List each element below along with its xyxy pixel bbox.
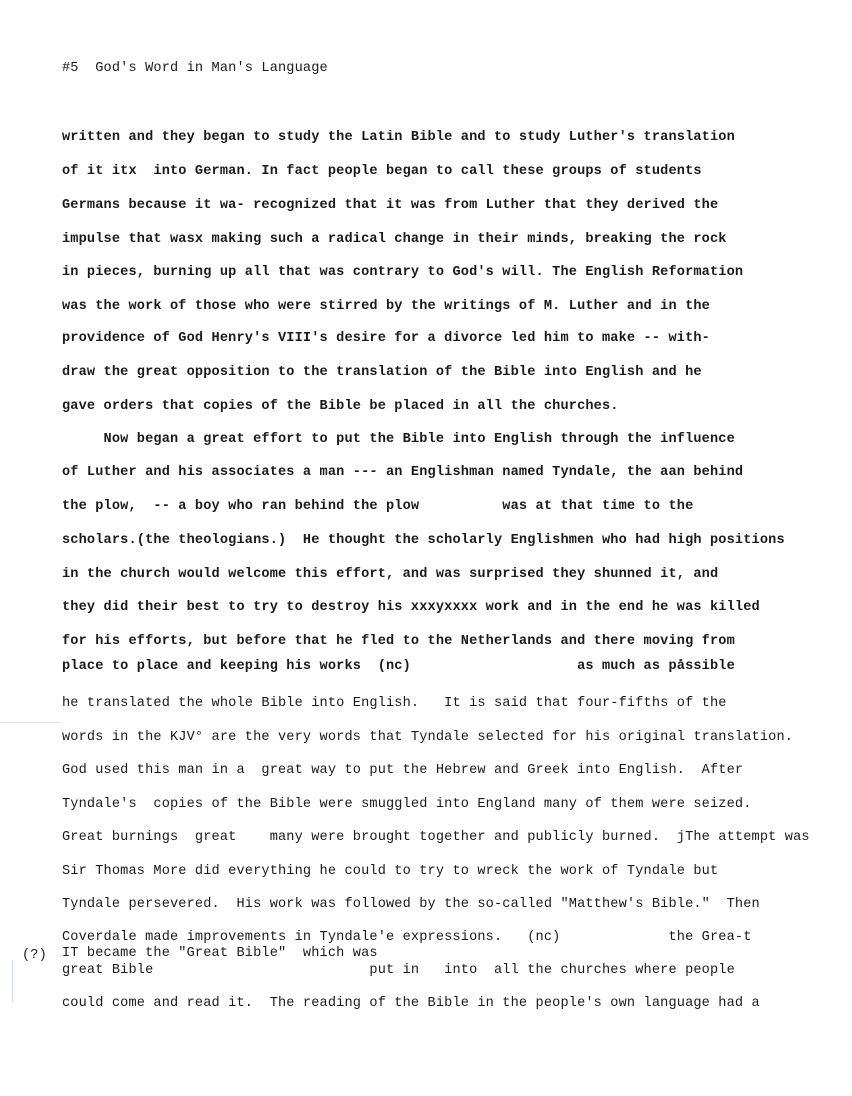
text-line: place to place and keeping his works (nc) as much as påssible: [62, 659, 735, 674]
text-line: scholars.(the theologians.) He thought the scholarly Englishmen who had high positions: [62, 533, 785, 548]
text-line: for his efforts, but before that he fled to the Netherlands and there moving from: [62, 634, 735, 649]
text-line: the plow, -- a boy who ran behind the plow was at that time to the: [62, 499, 694, 514]
text-line: in pieces, burning up all that was contrary to God's will. The English Reformation: [62, 265, 744, 280]
margin-note: (?): [22, 948, 47, 963]
text-line: draw the great opposition to the translation of the Bible into English and he: [62, 365, 702, 380]
text-line: Tyndale's copies of the Bible were smuggled into England many of them were seized.: [62, 797, 752, 812]
text-line: Great burnings great many were brought together and publicly burned. jThe attempt was: [62, 830, 810, 845]
text-line: Now began a great effort to put the Bible into English through the influence: [62, 432, 735, 447]
text-line: Germans because it wa- recognized that it was from Luther that they derived the: [62, 198, 719, 213]
text-line: he translated the whole Bible into English. It is said that four-fifths of the: [62, 696, 727, 711]
text-line: words in the KJV° are the very words that Tyndale selected for his original translation.: [62, 730, 794, 745]
text-line: God used this man in a great way to put the Hebrew and Greek into English. After: [62, 763, 744, 778]
text-line: of Luther and his associates a man --- an Englishman named Tyndale, the aan behind: [62, 465, 744, 480]
text-line: in the church would welcome this effort, and was surprised they shunned it, and: [62, 567, 719, 582]
text-line: Coverdale made improvements in Tyndale'e expressions. (nc) the Grea-t: [62, 930, 752, 945]
text-line: written and they began to study the Latin Bible and to study Luther's translation: [62, 130, 735, 145]
margin-line: [12, 960, 13, 1002]
text-line: Sir Thomas More did everything he could to try to wreck the work of Tyndale but: [62, 864, 719, 879]
text-line: IT became the "Great Bible" which was: [62, 946, 378, 961]
text-line: they did their best to try to destroy his xxxyxxxx work and in the end he was killed: [62, 600, 760, 615]
text-line: great Bible put in into all the churches where people: [62, 963, 735, 978]
text-line: providence of God Henry's VIII's desire for a divorce led him to make -- with-: [62, 331, 710, 346]
text-line: was the work of those who were stirred by the writings of M. Luther and in the: [62, 299, 710, 314]
text-line: could come and read it. The reading of the Bible in the people's own language had a: [62, 996, 760, 1011]
faint-rule: [0, 722, 60, 723]
text-line: gave orders that copies of the Bible be placed in all the churches.: [62, 399, 619, 414]
text-line: of it itx into German. In fact people began to call these groups of students: [62, 164, 702, 179]
page-header: #5 God's Word in Man's Language: [62, 61, 328, 76]
text-line: Tyndale persevered. His work was followed by the so-called "Matthew's Bible." Then: [62, 897, 760, 912]
text-line: impulse that wasx making such a radical change in their minds, breaking the rock: [62, 232, 727, 247]
